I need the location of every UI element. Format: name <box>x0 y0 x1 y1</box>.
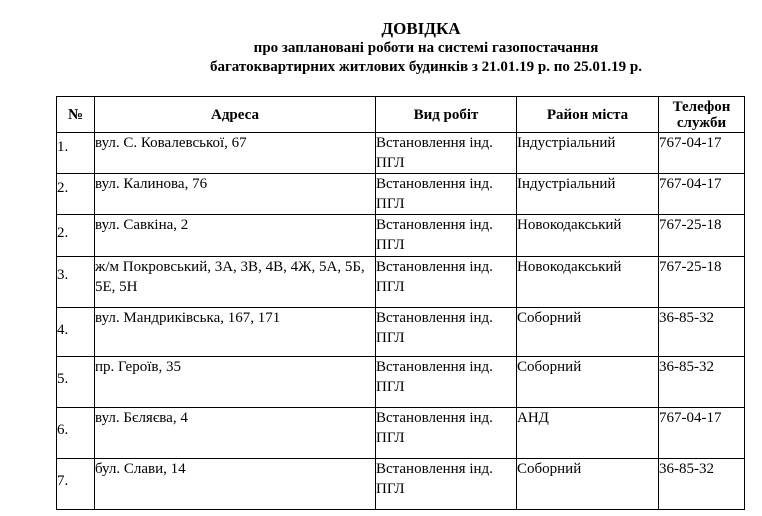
row-address: вул. Калинова, 76 <box>95 174 376 215</box>
document-subtitle-line1: про заплановані роботи на системі газопостачання <box>253 40 599 56</box>
row-district: Новокодакський <box>517 215 659 257</box>
table-row <box>57 133 745 174</box>
table-row <box>57 459 745 510</box>
row-number: 2. <box>57 215 95 257</box>
row-district: Індустріальний <box>517 174 659 215</box>
row-address: вул. Бєляєва, 4 <box>95 408 376 459</box>
row-phone: 767-04-17 <box>659 408 745 459</box>
row-phone: 767-04-17 <box>659 174 745 215</box>
document-title: ДОВІДКА <box>381 19 461 38</box>
row-phone: 767-25-18 <box>659 257 745 308</box>
works-table <box>56 96 745 510</box>
row-district: Індустріальний <box>517 133 659 174</box>
row-work-type: Встановлення інд. ПГЛ <box>376 174 517 215</box>
row-phone: 36-85-32 <box>659 357 745 408</box>
column-header-work-type: Вид робіт <box>376 97 517 133</box>
row-address: бул. Слави, 14 <box>95 459 376 510</box>
table-row <box>57 257 745 308</box>
row-address: вул. Мандриківська, 167, 171 <box>95 308 376 357</box>
row-number: 5. <box>57 357 95 408</box>
row-work-type: Встановлення інд. ПГЛ <box>376 459 517 510</box>
row-district: Соборний <box>517 308 659 357</box>
row-work-type: Встановлення інд. ПГЛ <box>376 215 517 257</box>
row-address: вул. С. Ковалевської, 67 <box>95 133 376 174</box>
row-work-type: Встановлення інд. ПГЛ <box>376 357 517 408</box>
row-work-type: Встановлення інд. ПГЛ <box>376 133 517 174</box>
column-header-phone: Телефон служби <box>659 97 745 133</box>
row-number: 4. <box>57 308 95 357</box>
row-address: вул. Савкіна, 2 <box>95 215 376 257</box>
row-work-type: Встановлення інд. ПГЛ <box>376 308 517 357</box>
row-number: 7. <box>57 459 95 510</box>
row-number: 6. <box>57 408 95 459</box>
row-phone: 36-85-32 <box>659 459 745 510</box>
table-row <box>57 215 745 257</box>
document-subtitle-line2: багатоквартирних житлових будинків з 21.01.19 р. по 25.01.19 р. <box>209 59 643 75</box>
row-district: Соборний <box>517 459 659 510</box>
column-header-district: Район міста <box>517 97 659 133</box>
row-phone: 767-04-17 <box>659 133 745 174</box>
table-row <box>57 308 745 357</box>
row-work-type: Встановлення інд. ПГЛ <box>376 257 517 308</box>
row-phone: 36-85-32 <box>659 308 745 357</box>
column-header-number: № <box>57 97 95 133</box>
row-address: пр. Героїв, 35 <box>95 357 376 408</box>
table-header-row <box>57 97 745 133</box>
table-row <box>57 174 745 215</box>
row-number: 3. <box>57 257 95 308</box>
row-number: 1. <box>57 133 95 174</box>
table-row <box>57 408 745 459</box>
table-row <box>57 357 745 408</box>
row-district: Соборний <box>517 357 659 408</box>
column-header-address: Адреса <box>95 97 376 133</box>
row-number: 2. <box>57 174 95 215</box>
row-phone: 767-25-18 <box>659 215 745 257</box>
row-work-type: Встановлення інд. ПГЛ <box>376 408 517 459</box>
row-district: Новокодакський <box>517 257 659 308</box>
row-address: ж/м Покровський, 3А, 3В, 4В, 4Ж, 5А, 5Б, 5Е, 5Н <box>95 257 376 308</box>
row-district: АНД <box>517 408 659 459</box>
